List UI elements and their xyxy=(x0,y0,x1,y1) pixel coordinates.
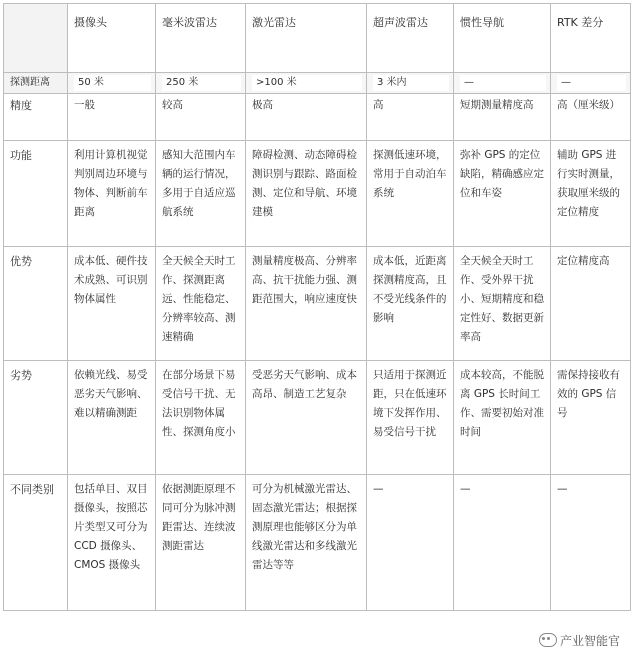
cell-advantages-ultrasonic: 成本低，近距离探测精度高，且不受光线条件的影响 xyxy=(367,247,454,361)
row-advantages xyxy=(4,247,631,361)
cell-disadvantages-inertial: 成本较高，不能脱离 GPS 长时间工作、需要初始对准时间 xyxy=(454,361,551,475)
cell-advantages-mmwave: 全天候全天时工作、探测距离远、性能稳定、分辨率较高、测速精确 xyxy=(156,247,246,361)
cell-disadvantages-rtk: 需保持接收有效的 GPS 信号 xyxy=(551,361,631,475)
row-categories xyxy=(4,475,631,611)
cell-categories-mmwave: 依据测距原理不同可分为脉冲测距雷达、连续波测距雷达 xyxy=(156,475,246,611)
cell-disadvantages-ultrasonic: 只适用于探测近距，只在低速环境下发挥作用、易受信号干扰 xyxy=(367,361,454,475)
row-label-disadvantages: 劣势 xyxy=(4,361,68,475)
header-mmwave-radar: 毫米波雷达 xyxy=(156,4,246,73)
row-label-detection-range: 探测距离 xyxy=(4,73,68,94)
cell-advantages-lidar: 测量精度极高、分辨率高、抗干扰能力强、测距范围大，响应速度快 xyxy=(246,247,367,361)
cell-function-inertial: 弥补 GPS 的定位缺陷，精确感应定位和车姿 xyxy=(454,141,551,247)
cell-categories-ultrasonic: — xyxy=(367,475,454,611)
cell-accuracy-inertial: 短期测量精度高 xyxy=(454,94,551,141)
row-label-function: 功能 xyxy=(4,141,68,247)
header-row xyxy=(4,4,631,73)
cell-disadvantages-lidar: 受恶劣天气影响、成本高昂、制造工艺复杂 xyxy=(246,361,367,475)
cell-range-inertial xyxy=(454,73,551,94)
watermark xyxy=(536,631,623,650)
cell-value: 3 米内 xyxy=(373,75,449,91)
cell-categories-lidar: 可分为机械激光雷达、固态激光雷达；根据探测原理也能够区分为单线激光雷达和多线激光雷达等等 xyxy=(246,475,367,611)
header-lidar: 激光雷达 xyxy=(246,4,367,73)
cell-value: — xyxy=(460,75,546,91)
header-camera: 摄像头 xyxy=(68,4,156,73)
cell-accuracy-lidar: 极高 xyxy=(246,94,367,141)
cell-categories-rtk: — xyxy=(551,475,631,611)
cell-advantages-inertial: 全天候全天时工作、受外界干扰小、短期精度和稳定性好、数据更新率高 xyxy=(454,247,551,361)
cell-advantages-rtk: 定位精度高 xyxy=(551,247,631,361)
cell-range-ultrasonic xyxy=(367,73,454,94)
cell-function-lidar: 障碍检测、动态障碍检测识别与跟踪、路面检测、定位和导航、环境建模 xyxy=(246,141,367,247)
cell-disadvantages-mmwave: 在部分场景下易受信号干扰、无法识别物体属性、探测角度小 xyxy=(156,361,246,475)
cell-value: 50 米 xyxy=(74,75,151,91)
cell-accuracy-mmwave: 较高 xyxy=(156,94,246,141)
cell-disadvantages-camera: 依赖光线、易受恶劣天气影响、难以精确测距 xyxy=(68,361,156,475)
cell-accuracy-ultrasonic: 高 xyxy=(367,94,454,141)
cell-function-ultrasonic: 探测低速环境，常用于自动泊车系统 xyxy=(367,141,454,247)
row-label-accuracy: 精度 xyxy=(4,94,68,141)
row-label-advantages: 优势 xyxy=(4,247,68,361)
cell-categories-inertial: — xyxy=(454,475,551,611)
cell-range-camera xyxy=(68,73,156,94)
header-ultrasonic-radar: 超声波雷达 xyxy=(367,4,454,73)
cell-range-mmwave xyxy=(156,73,246,94)
row-detection-range xyxy=(4,73,631,94)
cell-value: — xyxy=(557,75,626,91)
cell-function-camera: 利用计算机视觉判别周边环境与物体、判断前车距离 xyxy=(68,141,156,247)
row-disadvantages xyxy=(4,361,631,475)
row-accuracy xyxy=(4,94,631,141)
wechat-icon xyxy=(539,633,557,647)
cell-accuracy-rtk: 高（厘米级） xyxy=(551,94,631,141)
row-function xyxy=(4,141,631,247)
cell-range-lidar xyxy=(246,73,367,94)
cell-advantages-camera: 成本低、硬件技术成熟、可识别物体属性 xyxy=(68,247,156,361)
cell-function-mmwave: 感知大范围内车辆的运行情况，多用于自适应巡航系统 xyxy=(156,141,246,247)
cell-categories-camera: 包括单目、双目摄像头，按照芯片类型又可分为 CCD 摄像头、CMOS 摄像头 xyxy=(68,475,156,611)
cell-value: >100 米 xyxy=(252,75,362,91)
cell-accuracy-camera: 一般 xyxy=(68,94,156,141)
row-label-categories: 不同类别 xyxy=(4,475,68,611)
header-rtk: RTK 差分 xyxy=(551,4,631,73)
cell-range-rtk xyxy=(551,73,631,94)
cell-value: 250 米 xyxy=(162,75,241,91)
header-inertial-navigation: 惯性导航 xyxy=(454,4,551,73)
cell-function-rtk: 辅助 GPS 进行实时测量，获取厘米级的定位精度 xyxy=(551,141,631,247)
watermark-text: 产业智能官 xyxy=(559,634,620,648)
sensor-comparison-table xyxy=(3,3,631,611)
header-corner-cell xyxy=(4,4,68,73)
